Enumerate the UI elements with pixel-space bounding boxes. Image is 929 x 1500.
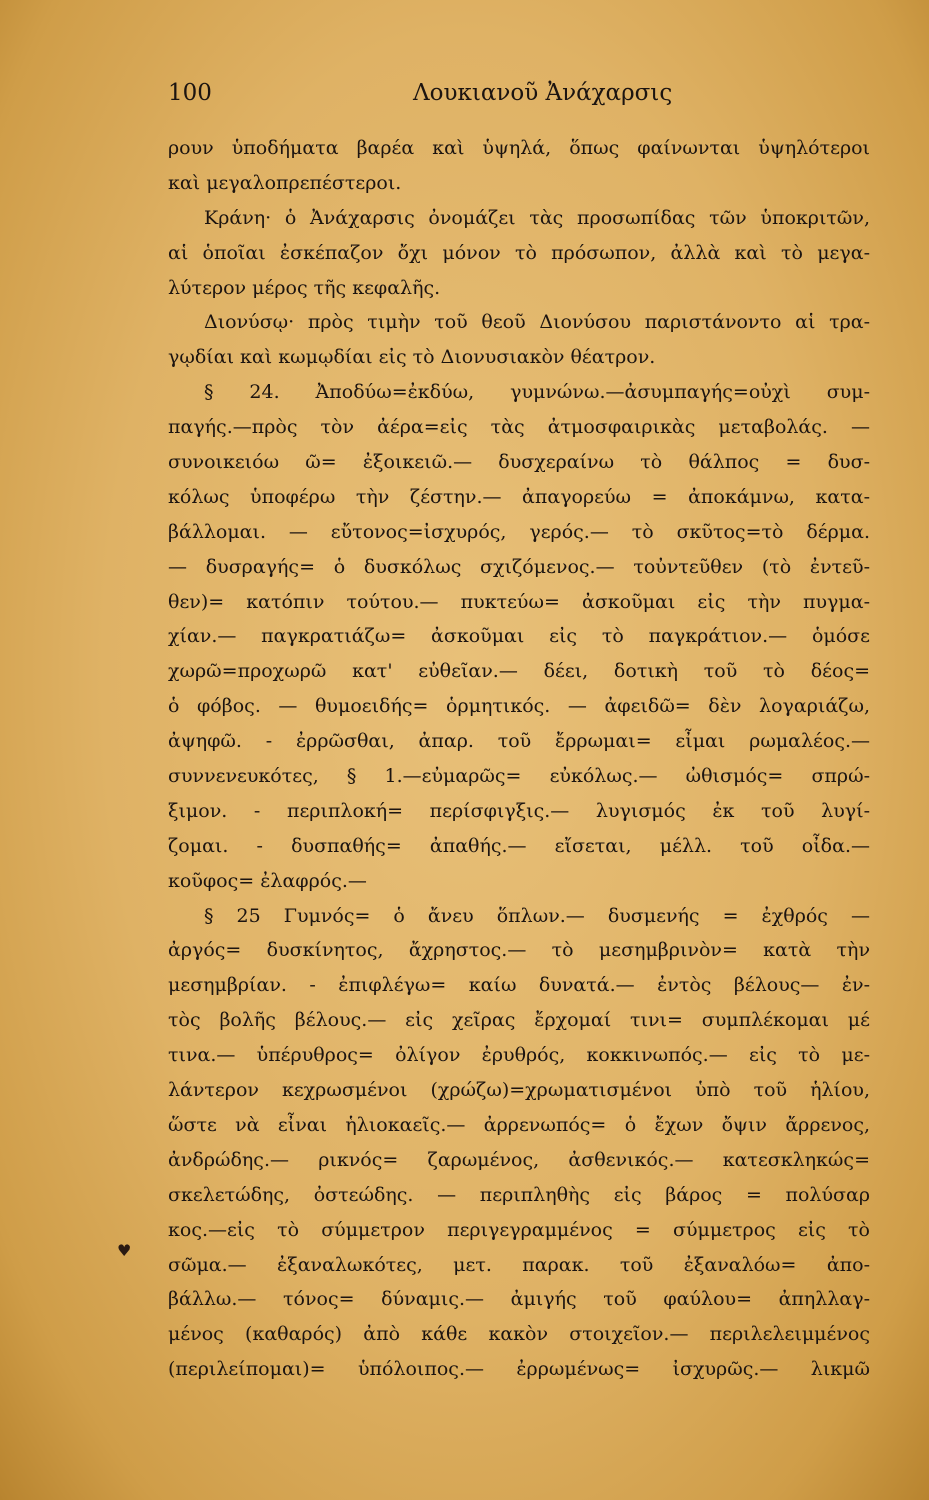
text-line: κοῦφος= ἐλαφρός.—: [168, 869, 367, 892]
text-line: Διονύσῳ· πρὸς τιμὴν τοῦ θεοῦ Διονύσου παριστάνοντο αἱ τρα-: [204, 311, 870, 334]
text-line: λάντερον κεχρωσμένοι (χρώζω)=χρωματισμένοι ὑπὸ τοῦ ἡλίου,: [168, 1079, 870, 1102]
text-line: θεν)= κατόπιν τούτου.— πυκτεύω= ἀσκοῦμαι εἰς τὴν πυγμα-: [168, 590, 870, 613]
text-line: λύτερον μέρος τῆς κεφαλῆς.: [168, 276, 441, 299]
text-line: ρουν ὑποδήματα βαρέα καὶ ὑψηλά, ὅπως φαίνωνται ὑψηλότεροι: [168, 137, 870, 159]
running-title: Λουκιανοῦ Ἀνάχαρσις: [413, 80, 673, 106]
text-line: § 25 Γυμνός= ὁ ἄνευ ὅπλων.— δυσμενής = ἐχθρός —: [204, 904, 870, 927]
text-line: ὁ φόβος. — θυμοειδής= ὁρμητικός. — ἀφειδῶ= δὲν λογαριάζω,: [168, 695, 870, 718]
text-line: (περιλείπομαι)= ὑπόλοιπος.— ἐρρωμένως= ἰσχυρῶς.— λικμῶ: [168, 1358, 870, 1381]
text-line: κος.—εἰς τὸ σύμμετρον περιγεγραμμένος = σύμμετρος εἰς τὸ: [168, 1218, 870, 1241]
text-line: § 24. Ἀποδύω=ἐκδύω, γυμνώνω.—ἀσυμπαγής=οὐχὶ συμ-: [204, 381, 870, 404]
text-line: παγής.—πρὸς τὸν ἀέρα=εἰς τὰς ἀτμοσφαιρικὰς μεταβολάς. —: [168, 416, 870, 439]
text-line: σκελετώδης, ὀστεώδης. — περιπληθὴς εἰς βάρος = πολύσαρ: [168, 1183, 870, 1206]
text-line: Κράνη· ὁ Ἀνάχαρσις ὀνομάζει τὰς προσωπίδας τῶν ὑποκριτῶν,: [204, 206, 870, 229]
text-line: συννενευκότες, § 1.—εὐμαρῶς= εὐκόλως.— ὠθισμός= σπρώ-: [168, 765, 870, 788]
text-line: μεσημβρίαν. - ἐπιφλέγω= καίω δυνατά.— ἐντὸς βέλους— ἐν-: [168, 974, 870, 997]
text-line: γῳδίαι καὶ κωμῳδίαι εἰς τὸ Διονυσιακὸν θέατρον.: [168, 346, 656, 369]
text-line: ξιμον. - περιπλοκή= περίσφιγξις.— λυγισμός ἐκ τοῦ λυγί-: [168, 799, 870, 822]
text-line: καὶ μεγαλοπρεπέστεροι.: [168, 171, 402, 194]
text-line: ἀψηφῶ. - ἐρρῶσθαι, ἀπαρ. τοῦ ἔρρωμαι= εἶμαι ρωμαλέος.—: [168, 730, 870, 753]
text-line: σῶμα.— ἐξαναλωκότες, μετ. παρακ. τοῦ ἐξαναλόω= ἀπο-: [168, 1253, 870, 1276]
text-line: ὥστε νὰ εἶναι ἡλιοκαεῖς.— ἀρρενωπός= ὁ ἔχων ὄψιν ἄρρενος,: [168, 1113, 870, 1136]
text-line: συνοικειόω ῶ= ἐξοικειῶ.— δυσχεραίνω τὸ θάλπος = δυσ-: [168, 451, 870, 474]
text-line: ζομαι. - δυσπαθής= ἀπαθής.— εἴσεται, μέλλ. τοῦ οἶδα.—: [168, 834, 870, 857]
text-line: κόλως ὑποφέρω τὴν ζέστην.— ἀπαγορεύω = ἀποκάμνω, κατα-: [168, 485, 870, 508]
text-line: τὸς βολῆς βέλους.— εἰς χεῖρας ἔρχομαί τινι= συμπλέκομαι μέ: [168, 1009, 870, 1032]
text-line: — δυσραγής= ὁ δυσκόλως σχιζόμενος.— τοὐντεῦθεν (τὸ ἐντεῦ-: [168, 555, 870, 578]
text-line: ἀργός= δυσκίνητος, ἄχρηστος.— τὸ μεσημβρινὸν= κατὰ τὴν: [168, 939, 870, 962]
page-header: [168, 80, 869, 114]
text-line: ἀνδρώδης.— ρικνός= ζαρωμένος, ἀσθενικός.— κατεσκληκώς=: [168, 1148, 870, 1171]
text-line: αἱ ὁποῖαι ἐσκέπαζον ὄχι μόνον τὸ πρόσωπον, ἀλλὰ καὶ τὸ μεγα-: [168, 241, 870, 264]
margin-mark-icon: ♥: [117, 1241, 132, 1260]
text-line: βάλλω.— τόνος= δύναμις.— ἀμιγής τοῦ φαύλου= ἀπηλλαγ-: [168, 1288, 870, 1311]
text-line: χίαν.— παγκρατιάζω= ἀσκοῦμαι εἰς τὸ παγκράτιον.— ὁμόσε: [168, 625, 870, 648]
text-line: τινα.— ὑπέρυθρος= ὀλίγον ἐρυθρός, κοκκινωπός.— εἰς τὸ με-: [168, 1044, 870, 1067]
page-number: 100: [168, 80, 212, 106]
text-line: βάλλομαι. — εὔτονος=ἰσχυρός, γερός.— τὸ σκῦτος=τὸ δέρμα.: [168, 520, 870, 543]
page-body: [168, 131, 870, 1387]
text-line: μένος (καθαρός) ἀπὸ κάθε κακὸν στοιχεῖον.— περιλελειμμένος: [168, 1323, 870, 1346]
text-line: χωρῶ=προχωρῶ κατ' εὐθεῖαν.— δέει, δοτικὴ τοῦ τὸ δέος=: [168, 660, 870, 683]
